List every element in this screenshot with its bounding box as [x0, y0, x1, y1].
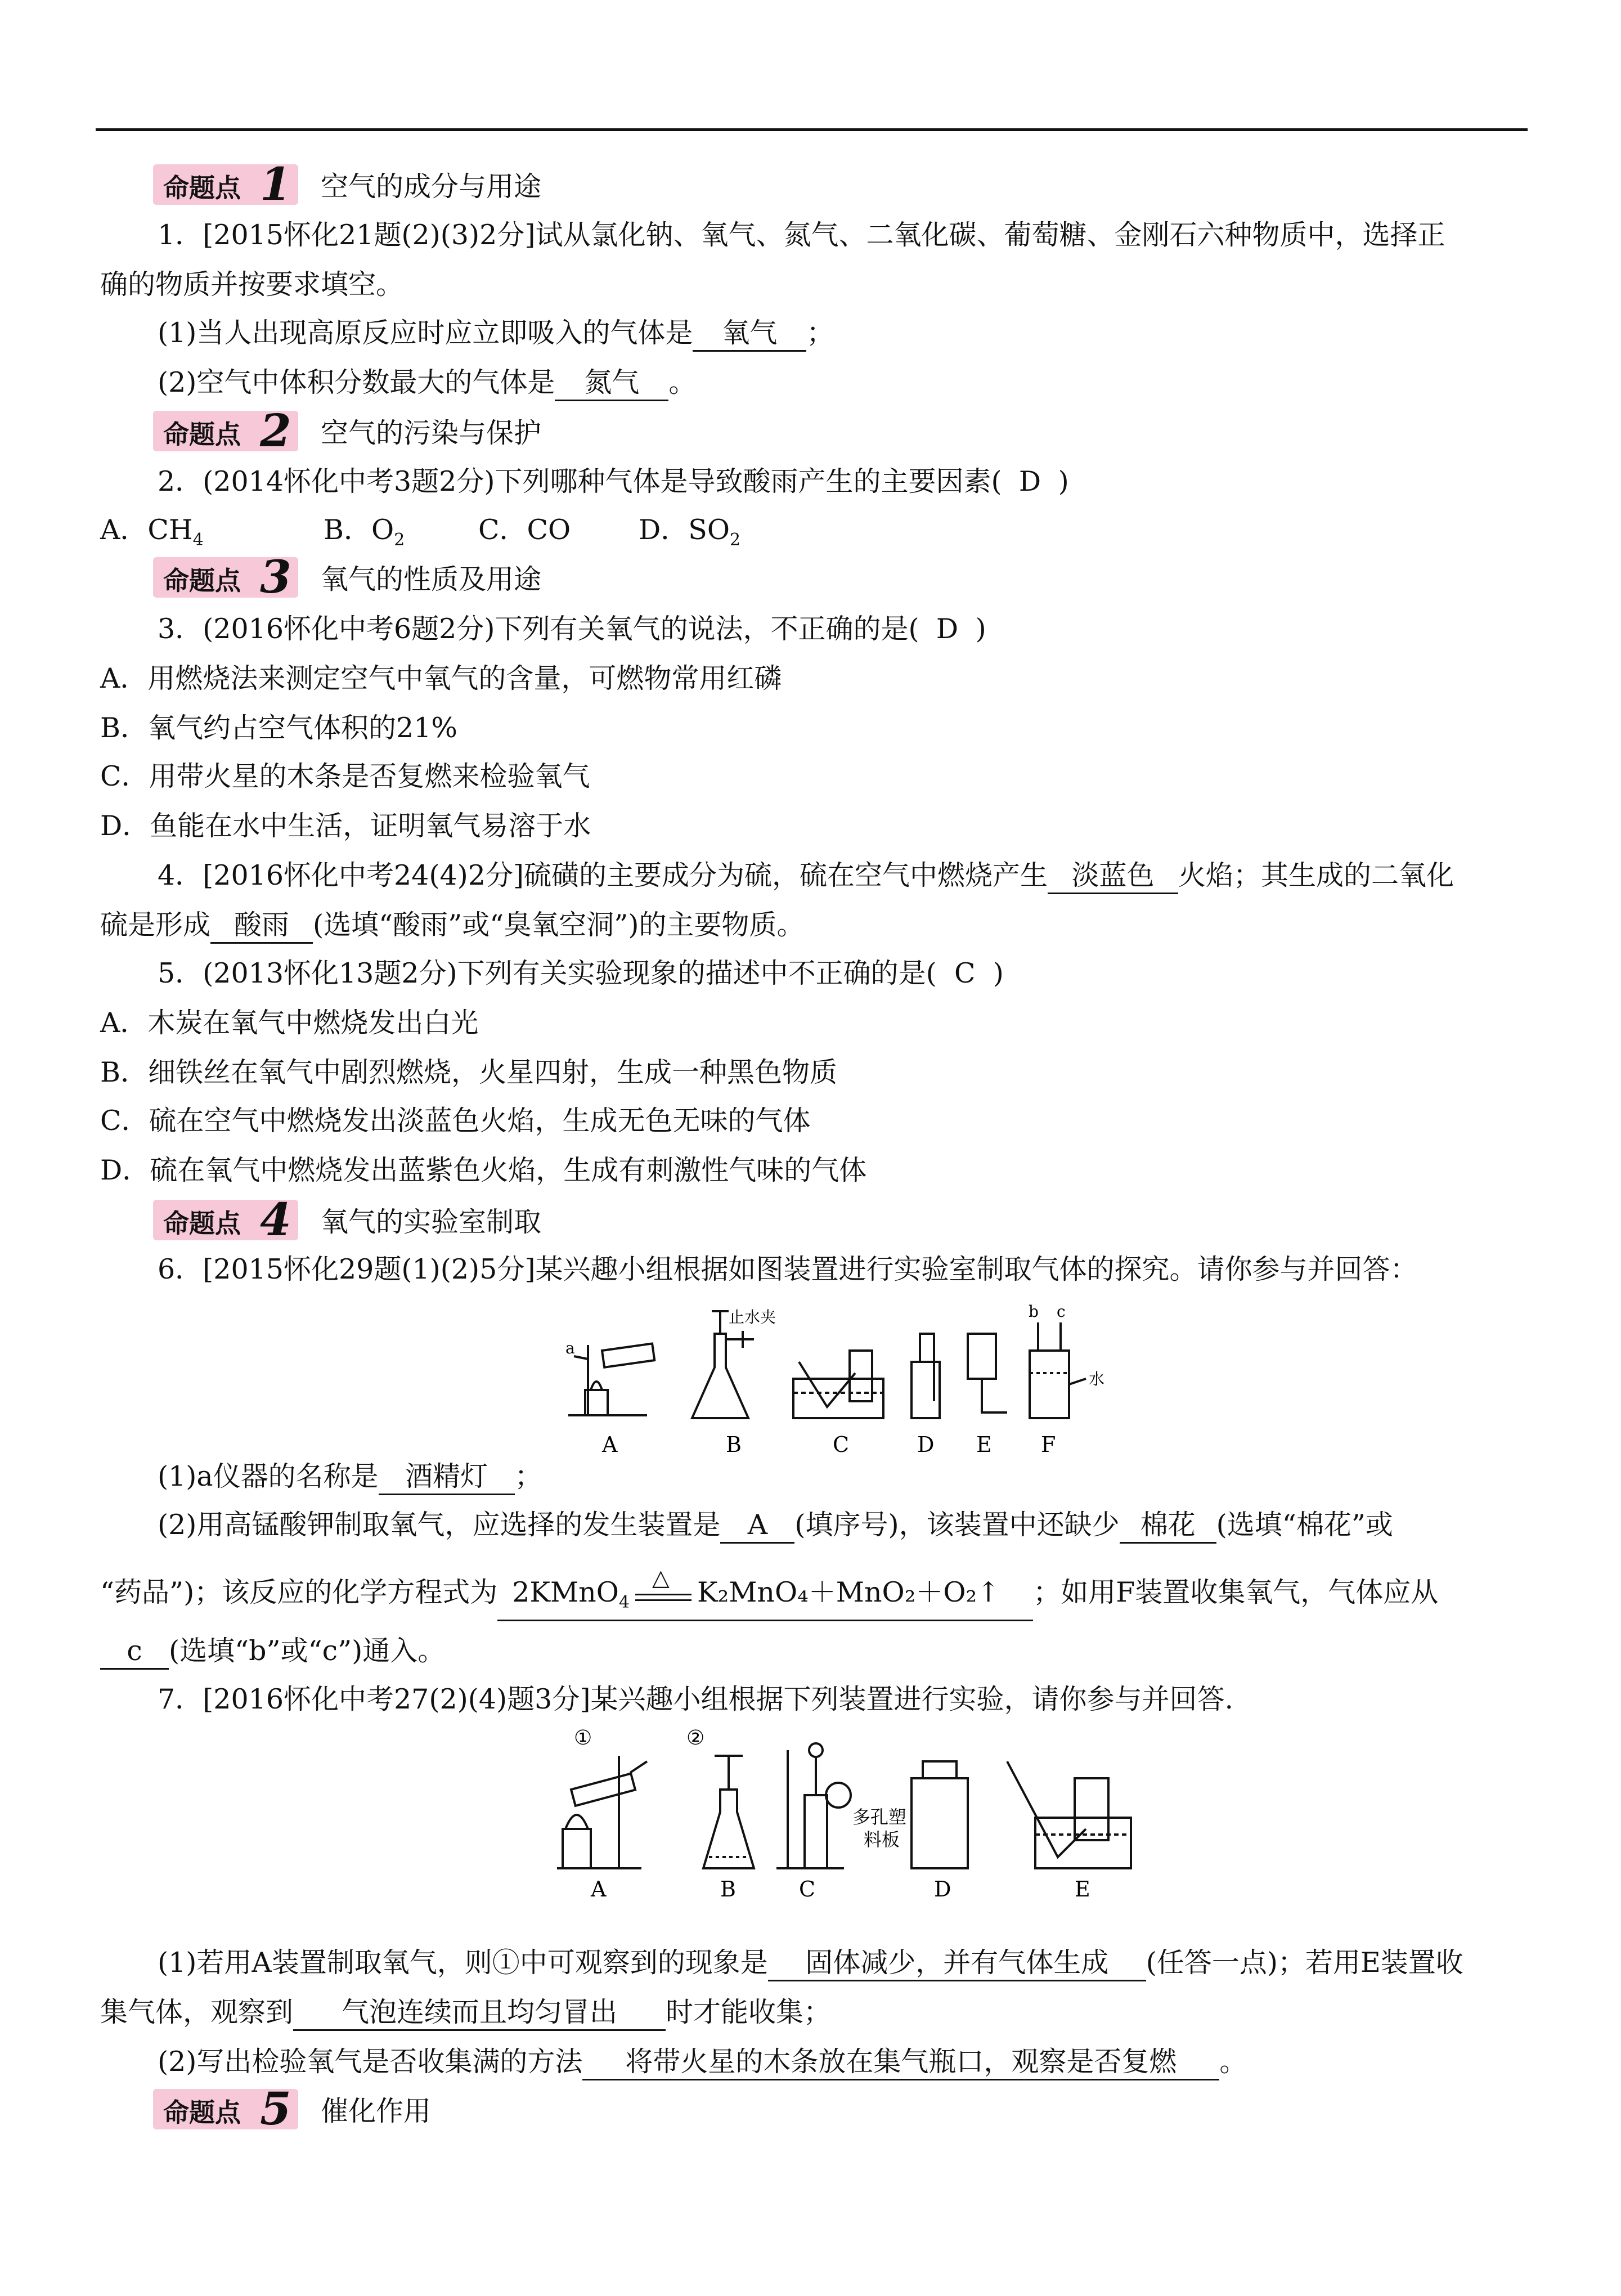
q6-p2-answer-1: A — [720, 1508, 794, 1544]
q7-apparatus-figure — [551, 1728, 1159, 1908]
q6-p2b-text: “药品”)；该反应的化学方程式为 — [100, 1576, 498, 1608]
q4-answer-2: 酸雨 — [210, 908, 313, 944]
q5-option-a: A．木炭在氧气中燃烧发出白光 — [100, 1007, 479, 1039]
q7-p1-answer: 固体减少，并有气体生成 — [768, 1946, 1146, 1981]
q1-part-1 — [158, 316, 834, 352]
section-badge-5 — [153, 2082, 298, 2135]
q6-apparatus-figure — [557, 1300, 1120, 1469]
section-badge-3 — [153, 550, 298, 603]
section-label: 命题点 — [163, 173, 241, 203]
q1-stem-a: 1．[2015怀化21题(2)(3)2分]试从氯化钠、氧气、氮气、二氧化碳、葡萄糖、金刚石六种物质中，选择正 — [158, 219, 1445, 251]
q6-fig-F: F — [1041, 1432, 1056, 1457]
q4-text-3: 硫是形成 — [100, 909, 211, 941]
q5-option-b: B．细铁丝在氧气中剧烈燃烧，火星四射，生成一种黑色物质 — [100, 1056, 838, 1088]
q6-p2-answer-2: 棉花 — [1120, 1508, 1216, 1544]
q7-p2-answer: 将带火星的木条放在集气瓶口，观察是否复燃 — [582, 2045, 1219, 2080]
q6-p2c-post: (选填“b”或“c”)通入。 — [169, 1635, 446, 1667]
q2-stem — [158, 465, 1069, 499]
q2-option-a — [100, 513, 204, 557]
q6-eq-left: 2KMnO — [512, 1576, 619, 1608]
q7-figure-svg — [551, 1728, 1159, 1908]
q7-part-2 — [158, 2045, 1247, 2080]
section-number: 2 — [260, 404, 291, 457]
q3-stem — [158, 612, 986, 646]
q6-fig-label-a: a — [565, 1339, 575, 1357]
q7-fig-plate-label-1: 多孔塑 — [852, 1806, 907, 1828]
q2-stem-text: 2．(2014怀化中考3题2分)下列哪种气体是导致酸雨产生的主要因素( — [158, 465, 1002, 497]
section-number: 5 — [260, 2082, 291, 2135]
q4-line-2 — [100, 908, 804, 944]
q7-p2-text: (2)写出检验氧气是否收集满的方法 — [158, 2046, 583, 2078]
q6-figure-svg — [557, 1300, 1120, 1469]
q7-fig-D: D — [934, 1877, 951, 1902]
q1-p1-post: ； — [806, 317, 834, 349]
q6-p1-text: (1)a仪器的名称是 — [158, 1460, 379, 1492]
q2-opt-a-sub: 4 — [192, 530, 204, 550]
q6-fig-label-water: 水 — [1089, 1370, 1105, 1388]
q5-option-d: D．硫在氧气中燃烧发出蓝紫色火焰，生成有刺激性气味的气体 — [100, 1154, 867, 1186]
q7-p1-text: (1)若用A装置制取氧气，则①中可观察到的现象是 — [158, 1947, 768, 1979]
q2-opt-d-text: D．SO — [639, 514, 730, 546]
section-title-5: 催化作用 — [321, 2095, 432, 2127]
q7-fig-E: E — [1075, 1877, 1090, 1902]
section-number: 1 — [260, 158, 291, 210]
q6-part-2 — [158, 1508, 1393, 1544]
q5-stem — [158, 957, 1004, 990]
section-title-3: 氧气的性质及用途 — [321, 563, 542, 595]
q7-p1b-post: 时才能收集； — [666, 1996, 832, 2028]
section-title-2: 空气的污染与保护 — [321, 417, 542, 449]
q6-fig-label-c: c — [1057, 1302, 1066, 1321]
q4-text-4: (选填“酸雨”或“臭氧空洞”)的主要物质。 — [313, 909, 805, 941]
q1-p2-text: (2)空气中体积分数最大的气体是 — [158, 366, 555, 398]
q7-fig-plate-label-2: 料板 — [864, 1829, 900, 1850]
q3-close: ) — [975, 613, 986, 645]
section-badge-1 — [153, 158, 298, 210]
q2-opt-b-text: B．O — [324, 514, 394, 546]
section-label: 命题点 — [163, 566, 241, 596]
q2-opt-a-text: A．CH — [100, 514, 193, 546]
q6-p2-text: (2)用高锰酸钾制取氧气，应选择的发生装置是 — [158, 1509, 721, 1541]
q3-option-d: D．鱼能在水中生活，证明氧气易溶于水 — [100, 810, 591, 842]
q2-option-d — [639, 513, 740, 557]
q6-fig-D: D — [917, 1432, 935, 1457]
q6-fig-label-b: b — [1029, 1302, 1039, 1321]
q1-stem-b: 确的物质并按要求填空。 — [100, 268, 404, 301]
section-label: 命题点 — [163, 2097, 241, 2128]
q2-close: ) — [1058, 465, 1069, 497]
section-number: 3 — [260, 550, 291, 603]
q3-option-b: B．氧气约占空气体积的21% — [100, 712, 457, 744]
q2-option-c: C．CO — [478, 514, 571, 546]
q5-close: ) — [993, 957, 1004, 989]
q7-part-1 — [158, 1946, 1463, 1981]
q7-fig-circle-2: ② — [686, 1728, 705, 1750]
q4-answer-1: 淡蓝色 — [1048, 859, 1178, 894]
q6-p2c-answer: c — [100, 1634, 169, 1670]
q4-text-2: 火焰；其生成的二氧化 — [1178, 859, 1454, 891]
q6-p2-post: (选填“棉花”或 — [1216, 1509, 1393, 1541]
q1-p1-text: (1)当人出现高原反应时应立即吸入的气体是 — [158, 317, 693, 349]
q2-opt-d-sub: 2 — [730, 530, 741, 550]
q6-p1-post: ； — [514, 1460, 542, 1492]
q6-p2-mid: (填序号)，该装置中还缺少 — [794, 1509, 1120, 1541]
q2-option-b — [324, 513, 405, 557]
q6-equation — [497, 1564, 1033, 1621]
q7-part-1b — [100, 1995, 831, 2031]
section-title-4: 氧气的实验室制取 — [321, 1206, 542, 1238]
section-number: 4 — [260, 1193, 291, 1246]
q5-option-c: C．硫在空气中燃烧发出淡蓝色火焰，生成无色无味的气体 — [100, 1105, 811, 1137]
section-label: 命题点 — [163, 419, 241, 450]
q7-stem: 7．[2016怀化中考27(2)(4)题3分]某兴趣小组根据下列装置进行实验，请你参与并回答. — [158, 1683, 1234, 1715]
q3-stem-text: 3．(2016怀化中考6题2分)下列有关氧气的说法，不正确的是( — [158, 613, 919, 645]
q6-fig-A: A — [602, 1432, 618, 1457]
q6-eq-right: K₂MnO₄＋MnO₂＋O₂↑ — [697, 1576, 1000, 1608]
q2-answer: D — [1018, 465, 1041, 497]
q6-p1-answer: 酒精灯 — [379, 1460, 515, 1495]
q1-p2-post: 。 — [668, 366, 697, 398]
q7-fig-C: C — [799, 1877, 816, 1902]
q6-fig-label-clamp: 止水夹 — [729, 1308, 776, 1326]
q7-p2-post: 。 — [1219, 2046, 1247, 2078]
q6-part-2b — [100, 1564, 1439, 1621]
section-title-1: 空气的成分与用途 — [321, 171, 542, 203]
section-badge-4 — [153, 1193, 298, 1246]
q6-fig-C: C — [833, 1432, 850, 1457]
q1-p2-answer: 氮气 — [555, 366, 668, 401]
q6-eq-heat-symbol: △ — [652, 1564, 670, 1591]
section-badge-2 — [153, 404, 298, 457]
q3-option-c: C．用带火星的木条是否复燃来检验氧气 — [100, 760, 590, 792]
q1-p1-answer: 氧气 — [693, 316, 806, 352]
q7-fig-circle-1: ① — [574, 1728, 592, 1750]
q3-answer: D — [936, 613, 959, 645]
q7-p1-post: (任答一点)；若用E装置收 — [1146, 1947, 1463, 1979]
q2-opt-b-sub: 2 — [394, 530, 405, 550]
q6-fig-E: E — [976, 1432, 992, 1457]
q6-part-2c — [100, 1634, 445, 1670]
q5-stem-text: 5．(2013怀化13题2分)下列有关实验现象的描述中不正确的是( — [158, 957, 937, 989]
q7-fig-B: B — [720, 1877, 736, 1902]
q7-fig-A: A — [591, 1877, 607, 1902]
q7-p1b-text: 集气体，观察到 — [100, 1996, 294, 2028]
q6-fig-B: B — [726, 1432, 742, 1457]
q7-p1b-answer: 气泡连续而且均匀冒出 — [293, 1995, 666, 2031]
q6-eq-left-sub: 4 — [618, 1592, 630, 1612]
q3-option-a: A．用燃烧法来测定空气中氧气的含量，可燃物常用红磷 — [100, 662, 782, 694]
q6-eq-bar — [635, 1594, 691, 1595]
q6-part-1 — [158, 1460, 542, 1495]
section-label: 命题点 — [163, 1208, 241, 1239]
q4-line-1 — [158, 859, 1454, 894]
q6-eq-condition — [630, 1564, 697, 1612]
q6-p2b-post: ；如用F装置收集氧气，气体应从 — [1033, 1576, 1439, 1608]
q4-text-1: 4．[2016怀化中考24(4)2分]硫磺的主要成分为硫，硫在空气中燃烧产生 — [158, 859, 1048, 891]
q1-part-2 — [158, 366, 696, 401]
q5-answer: C — [954, 957, 976, 989]
q6-eq-bar — [635, 1599, 691, 1601]
q6-stem: 6．[2015怀化29题(1)(2)5分]某兴趣小组根据如图装置进行实验室制取气体的探究。请你参与并回答： — [158, 1253, 1418, 1285]
